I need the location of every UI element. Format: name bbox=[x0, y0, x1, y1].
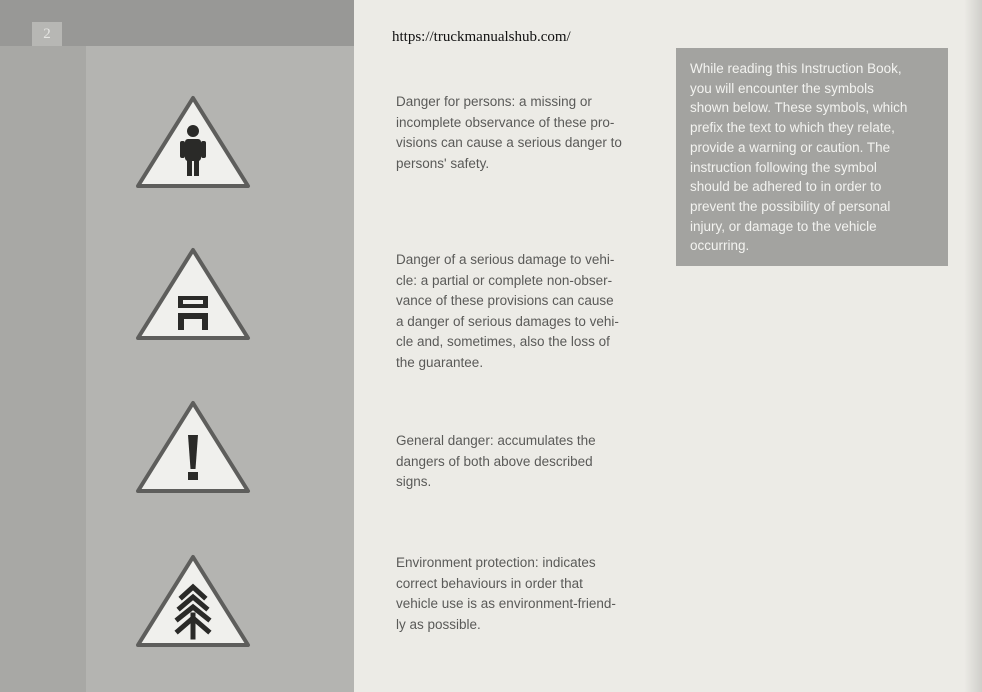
exclamation-warning-icon bbox=[134, 399, 252, 495]
intro-text: While reading this Instruction Book, you will encounter the symbols shown below. These symbols, which prefix the text to which they relate, provide a warning or caution. The instruction following the symbol should be adhered to in order to prevent the possibility of personal injury, or damage to the vehicle occurring. bbox=[690, 61, 908, 254]
page-number: 2 bbox=[32, 22, 62, 46]
page-edge-shadow bbox=[964, 0, 982, 692]
symbol-description-environment: Environment protection: indicates correct behaviours in order that vehicle use is as environment-friend- ly as possible. bbox=[396, 555, 616, 632]
symbol-description-vehicle: Danger of a serious damage to vehi- cle: a partial or complete non-obser- vance of these provisions can cause a danger of serious damages to vehi- cle and, sometimes, also the loss of the guarantee. bbox=[396, 252, 619, 370]
symbol-description-persons: Danger for persons: a missing or incomplete observance of these pro- visions can cause a serious danger to persons' safety. bbox=[396, 94, 622, 171]
person-warning-icon bbox=[134, 94, 252, 190]
vehicle-warning-icon bbox=[134, 246, 252, 342]
intro-box bbox=[676, 48, 948, 266]
symbol-description-general: General danger: accumulates the dangers of both above described signs. bbox=[396, 433, 596, 489]
tree-environment-icon bbox=[134, 553, 252, 649]
source-url: https://truckmanualshub.com/ bbox=[392, 29, 571, 45]
left-margin-strip bbox=[0, 0, 86, 692]
